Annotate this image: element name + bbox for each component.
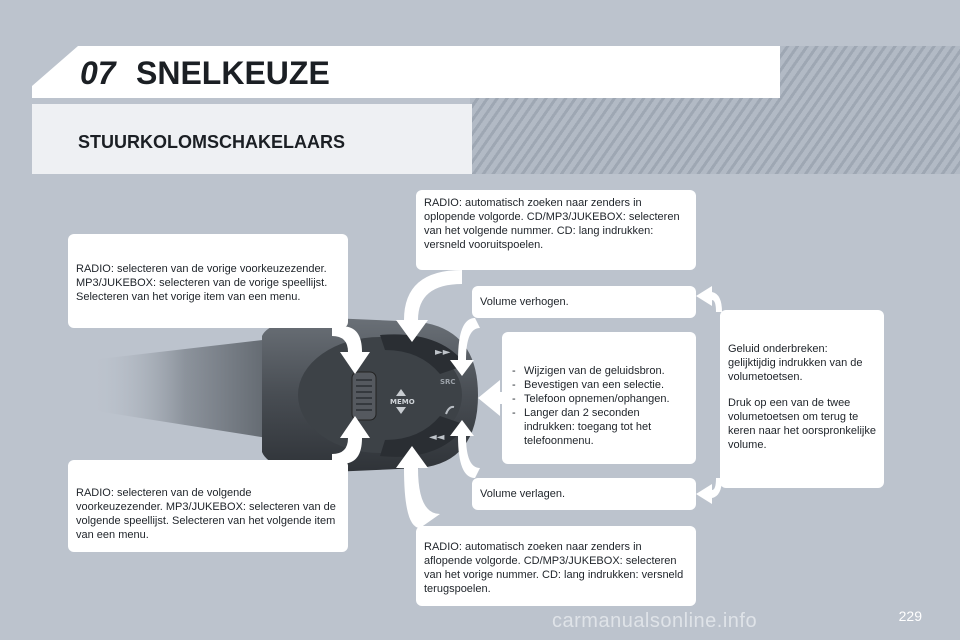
seek-down-box	[416, 526, 696, 606]
memo-label: MEMO	[390, 398, 415, 406]
chapter-title: SNELKEUZE	[136, 55, 330, 91]
mute-title-text: Geluid onderbreken: gelijktijdig indrukken van de volumetoetsen.	[728, 343, 863, 383]
chapter-number: 07	[80, 55, 116, 91]
seek-down-text: RADIO: automatisch zoeken naar zenders in aflopende volgorde. CD/MP3/JUKEBOX: selecteren van het vorige nummer. CD: lang indrukken: versneld terugspoelen.	[424, 541, 684, 595]
volume-up-box	[472, 286, 696, 318]
seek-up-box	[416, 190, 696, 270]
fast-forward-icon: ►►	[435, 347, 451, 358]
arrow-mute-bottom-icon	[696, 478, 722, 504]
mute-box	[720, 310, 884, 488]
seek-up-text: RADIO: automatisch zoeken naar zenders in oplopende volgorde. CD/MP3/JUKEBOX: selecteren van het volgende nummer. CD: lang indrukken: versneld vooruitspoelen.	[424, 197, 680, 251]
source-select-item: - Bevestigen van een selectie.	[510, 378, 688, 392]
source-select-list	[510, 364, 688, 448]
next-preset-box	[68, 460, 348, 552]
mute-body-text: Druk op een van de twee volumetoetsen om terug te keren naar het oorspronkelijke volume.	[728, 397, 876, 451]
source-select-item: - Telefoon opnemen/ophangen.	[510, 392, 688, 406]
source-select-item: - Langer dan 2 seconden indrukken: toegang tot het telefoonmenu.	[510, 406, 688, 448]
watermark: carmanualsonline.info	[552, 610, 758, 632]
volume-up-text: Volume verhogen.	[480, 296, 569, 308]
source-select-box	[502, 332, 696, 464]
volume-down-box	[472, 478, 696, 510]
src-label: SRC	[440, 378, 456, 386]
prev-preset-box	[68, 234, 348, 328]
stalk-shaft	[90, 338, 280, 440]
arrow-mute-top-icon	[696, 286, 722, 312]
section-subtitle: STUURKOLOMSCHAKELAARS	[78, 132, 345, 152]
prev-preset-text: RADIO: selecteren van de vorige voorkeuzezender. MP3/JUKEBOX: selecteren van de vorige speellijst. Selecteren van het vorige item van een menu.	[76, 263, 328, 303]
scroll-wheel	[352, 372, 376, 420]
volume-down-text: Volume verlagen.	[480, 488, 565, 500]
page-number: 229	[898, 608, 922, 624]
next-preset-text: RADIO: selecteren van de volgende voorkeuzezender. MP3/JUKEBOX: selecteren van de volgende speellijst. Selecteren van het volgende item van een menu.	[76, 487, 336, 541]
rewind-icon: ◄◄	[429, 432, 445, 443]
source-select-item: - Wijzigen van de geluidsbron.	[510, 364, 688, 378]
